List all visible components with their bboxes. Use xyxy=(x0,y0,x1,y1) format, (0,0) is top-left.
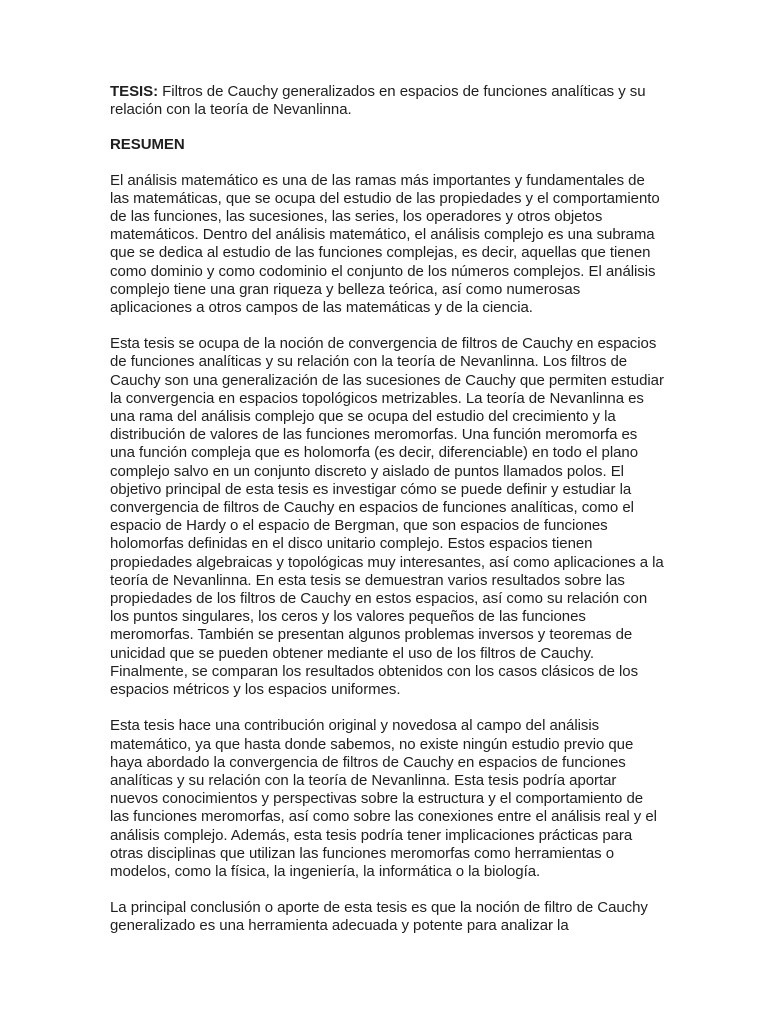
paragraph: Esta tesis hace una contribución original y novedosa al campo del análisis matemático, ya que hasta donde sabemos, no existe ningún estudio previo que haya abordado la convergencia de filtros de Cauchy en espacios de funciones analíticas y su relación con la teoría de Nevanlinna. Esta tesis podría aportar nuevos conocimientos y perspectivas sobre la estructura y el comportamiento de las funciones meromorfas, así como sobre las conexiones entre el análisis real y el análisis complejo. Además, esta tesis podría tener implicaciones prácticas para otras disciplinas que utilizan las funciones meromorfas como herramientas o modelos, como la física, la ingeniería, la informática o la biología. xyxy=(110,717,657,880)
section-heading-resumen: RESUMEN xyxy=(110,136,185,154)
paragraph: Esta tesis se ocupa de la noción de convergencia de filtros de Cauchy en espacios de funciones analíticas y su relación con la teoría de Nevanlinna. Los filtros de Cauchy son una generalización de las sucesiones de Cauchy que permiten estudiar la convergencia en espacios topológicos metrizables. La teoría de Nevanlinna es una rama del análisis complejo que se ocupa del estudio del crecimiento y la distribución de valores de las funciones meromorfas. Una función meromorfa es una función compleja que es holomorfa (es decir, diferenciable) en todo el plano complejo salvo en un conjunto discreto y aislado de puntos llamados polos. El objetivo principal de esta tesis es investigar cómo se puede definir y estudiar la convergencia de filtros de Cauchy en espacios de funciones analíticas, como el espacio de Hardy o el espacio de Bergman, que son espacios de funciones holomorfas definidas en el disco unitario complejo. Estos espacios tienen propiedades algebraicas y topológicas muy interesantes, así como aplicaciones a la teoría de Nevanlinna. En esta tesis se demuestran varios resultados sobre las propiedades de los filtros de Cauchy en estos espacios, así como su relación con los puntos singulares, los ceros y los valores pequeños de las funciones meromorfas. También se presentan algunos problemas inversos y teoremas de unicidad que se pueden obtener mediante el uso de los filtros de Cauchy. Finalmente, se comparan los resultados obtenidos con los casos clásicos de los espacios métricos y los espacios uniformes. xyxy=(110,335,664,699)
thesis-title-text: Filtros de Cauchy generalizados en espacios de funciones analíticas y su relación con la teoría de Nevanlinna. xyxy=(110,83,646,119)
thesis-title-label: TESIS: xyxy=(110,83,159,100)
paragraph: La principal conclusión o aporte de esta tesis es que la noción de filtro de Cauchy generalizado es una herramienta adecuada y potente para analizar la xyxy=(110,899,648,935)
document-page xyxy=(110,83,666,954)
thesis-title xyxy=(110,83,666,119)
paragraph: El análisis matemático es una de las ramas más importantes y fundamentales de las matemáticas, que se ocupa del estudio de las propiedades y el comportamiento de las funciones, las sucesiones, las series, los operadores y otros objetos matemáticos. Dentro del análisis matemático, el análisis complejo es una subrama que se dedica al estudio de las funciones complejas, es decir, aquellas que tienen como dominio y como codominio el conjunto de los números complejos. El análisis complejo tiene una gran riqueza y belleza teórica, así como numerosas aplicaciones a otros campos de las matemáticas y de la ciencia. xyxy=(110,171,660,317)
